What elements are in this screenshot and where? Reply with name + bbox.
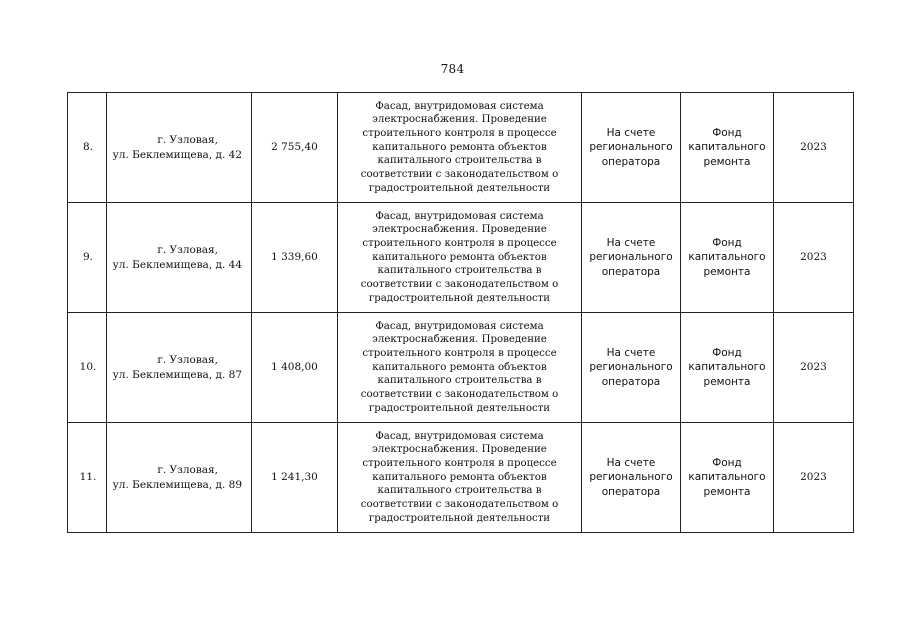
row-index-cell	[68, 203, 107, 313]
funding-method-line: На счете	[606, 127, 656, 140]
funding-method-line: регионального	[589, 251, 673, 264]
work-description-line: Фасад, внутридомовая система	[375, 210, 544, 222]
year-cell	[774, 313, 854, 423]
funding-method-line: оператора	[601, 485, 661, 498]
work-description-line: градостроительной деятельности	[368, 402, 551, 414]
year-value: 2023	[800, 471, 827, 484]
funding-method-cell	[582, 423, 681, 533]
funding-method-line: На счете	[606, 347, 656, 360]
work-description-line: капитального строительства в	[377, 155, 542, 167]
funding-source-line: капитального	[688, 141, 766, 154]
address-cell	[107, 423, 252, 533]
funding-source-line: капитального	[688, 251, 766, 264]
cost-value: 1 241,30	[271, 471, 318, 484]
cost-cell	[252, 423, 338, 533]
work-description-line: капитального ремонта объектов	[372, 141, 547, 153]
funding-source-line: Фонд	[712, 237, 742, 250]
work-description-cell	[338, 313, 582, 423]
year-value: 2023	[800, 251, 827, 264]
cost-cell	[252, 93, 338, 203]
cost-cell	[252, 313, 338, 423]
funding-source-line: капитального	[688, 471, 766, 484]
work-description-line: соответствии с законодательством о	[360, 389, 559, 401]
address-cell	[107, 313, 252, 423]
page-number: 784	[440, 62, 465, 76]
funding-method-line: регионального	[589, 471, 673, 484]
funding-source-line: ремонта	[703, 265, 751, 278]
work-description-line: строительного контроля в процессе	[362, 347, 557, 359]
funding-source-line: капитального	[688, 361, 766, 374]
work-description-line: капитального строительства в	[377, 265, 542, 277]
work-description-line: строительного контроля в процессе	[362, 237, 557, 249]
year-cell	[774, 203, 854, 313]
funding-source-cell	[681, 423, 774, 533]
funding-source-cell	[681, 93, 774, 203]
address-city: г. Узловая,	[157, 134, 218, 147]
table-row	[68, 93, 854, 203]
repair-schedule-table	[67, 92, 854, 533]
work-description-line: электроснабжения. Проведение	[372, 334, 547, 346]
funding-source-cell	[681, 313, 774, 423]
address-city: г. Узловая,	[157, 464, 218, 477]
work-description-line: капитального ремонта объектов	[372, 471, 547, 483]
table-row	[68, 313, 854, 423]
row-index: 9.	[82, 251, 94, 264]
work-description-line: соответствии с законодательством о	[360, 499, 559, 511]
cost-value: 1 339,60	[271, 251, 318, 264]
funding-method-line: оператора	[601, 155, 661, 168]
funding-method-line: регионального	[589, 141, 673, 154]
work-description-line: градостроительной деятельности	[368, 182, 551, 194]
work-description-line: Фасад, внутридомовая система	[375, 430, 544, 442]
address-street: ул. Беклемищева, д. 87	[112, 368, 242, 381]
work-description-cell	[338, 203, 582, 313]
table-row	[68, 203, 854, 313]
row-index: 8.	[82, 141, 94, 154]
work-description-line: строительного контроля в процессе	[362, 127, 557, 139]
work-description-line: электроснабжения. Проведение	[372, 444, 547, 456]
work-description-line: строительного контроля в процессе	[362, 457, 557, 469]
work-description-line: капитального строительства в	[377, 485, 542, 497]
work-description-line: капитального строительства в	[377, 375, 542, 387]
cost-value: 2 755,40	[271, 141, 318, 154]
funding-method-cell	[582, 313, 681, 423]
work-description-line: электроснабжения. Проведение	[372, 224, 547, 236]
cost-cell	[252, 203, 338, 313]
table-row	[68, 423, 854, 533]
address-street: ул. Беклемищева, д. 44	[112, 258, 242, 271]
row-index: 10.	[79, 361, 97, 374]
funding-source-cell	[681, 203, 774, 313]
work-description-line: Фасад, внутридомовая система	[375, 320, 544, 332]
row-index-cell	[68, 313, 107, 423]
work-description-line: соответствии с законодательством о	[360, 279, 559, 291]
year-value: 2023	[800, 361, 827, 374]
address-cell	[107, 203, 252, 313]
work-description-line: градостроительной деятельности	[368, 512, 551, 524]
funding-source-line: ремонта	[703, 155, 751, 168]
funding-source-line: ремонта	[703, 375, 751, 388]
work-description-cell	[338, 423, 582, 533]
address-cell	[107, 93, 252, 203]
address-street: ул. Беклемищева, д. 42	[112, 148, 242, 161]
funding-method-cell	[582, 203, 681, 313]
cost-value: 1 408,00	[271, 361, 318, 374]
row-index-cell	[68, 423, 107, 533]
address-street: ул. Беклемищева, д. 89	[112, 478, 242, 491]
funding-method-line: оператора	[601, 375, 661, 388]
funding-method-cell	[582, 93, 681, 203]
year-cell	[774, 423, 854, 533]
address-city: г. Узловая,	[157, 354, 218, 367]
funding-method-line: На счете	[606, 237, 656, 250]
funding-method-line: регионального	[589, 361, 673, 374]
funding-method-line: На счете	[606, 457, 656, 470]
year-value: 2023	[800, 141, 827, 154]
row-index: 11.	[79, 471, 97, 484]
funding-source-line: Фонд	[712, 347, 742, 360]
work-description-cell	[338, 93, 582, 203]
work-description-line: капитального ремонта объектов	[372, 251, 547, 263]
work-description-line: электроснабжения. Проведение	[372, 114, 547, 126]
table-body	[68, 93, 854, 533]
funding-method-line: оператора	[601, 265, 661, 278]
year-cell	[774, 93, 854, 203]
funding-source-line: Фонд	[712, 127, 742, 140]
funding-source-line: Фонд	[712, 457, 742, 470]
funding-source-line: ремонта	[703, 485, 751, 498]
row-index-cell	[68, 93, 107, 203]
address-city: г. Узловая,	[157, 244, 218, 257]
work-description-line: градостроительной деятельности	[368, 292, 551, 304]
work-description-line: капитального ремонта объектов	[372, 361, 547, 373]
work-description-line: Фасад, внутридомовая система	[375, 100, 544, 112]
work-description-line: соответствии с законодательством о	[360, 169, 559, 181]
